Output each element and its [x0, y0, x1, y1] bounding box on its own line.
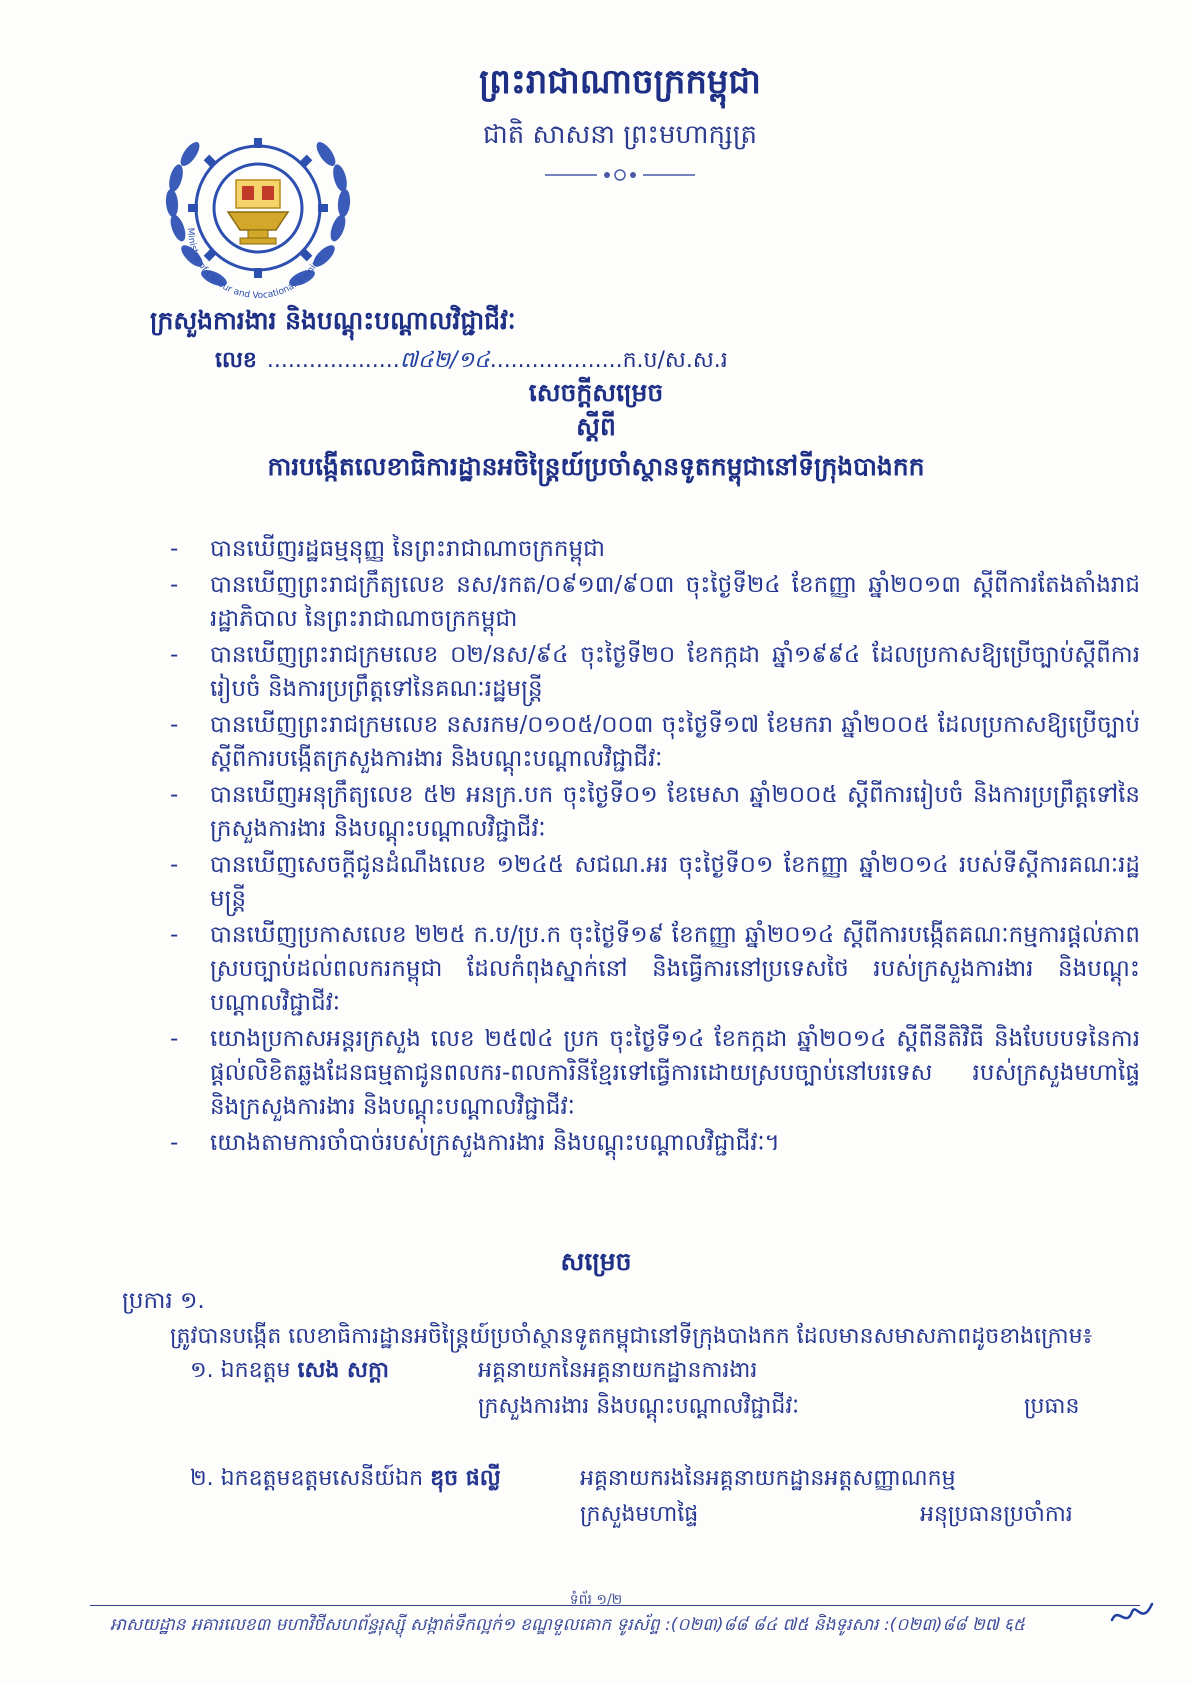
list-item	[170, 532, 1140, 566]
recital-text: បានឃើញព្រះរាជក្រមលេខ នសរកម/០១០៥/០០៣ ចុះថ្ងៃទី១៧ ខែមករា ឆ្នាំ២០០៥ ដែលប្រកាសឱ្យប្រើច្បាប់ស្តីពីការបង្កើតក្រសួងការងារ និងបណ្តុះបណ្តាលវិជ្ជាជីវៈ	[210, 712, 1140, 772]
seal-english-text: Ministry of Labour and Vocational Training	[184, 227, 325, 302]
member-role: ប្រធាន	[1024, 1394, 1080, 1419]
reference-dots: ...................	[489, 348, 623, 373]
dash-bullet: -	[170, 852, 179, 878]
member-name: ឌុច ផល្លី	[430, 1466, 501, 1491]
member-number: ២. ឯកឧត្តមឧត្តមសេនីយ៍ឯក	[190, 1466, 424, 1491]
dash-bullet: -	[170, 922, 179, 948]
page-number: ទំព័រ ១/២	[569, 1592, 623, 1608]
initial-signature-icon	[1108, 1598, 1156, 1634]
title-about: ស្តីពី	[576, 412, 616, 441]
kingdom-title: ព្រះរាជាណាចក្រកម្ពុជា	[479, 62, 761, 102]
list-item	[170, 708, 1140, 776]
document-subject: ការបង្កើតលេខាធិការដ្ឋានអចិន្ត្រៃយ៍ប្រចាំស្ថានទូតកម្ពុជានៅទីក្រុងបាងកក	[267, 452, 925, 481]
reference-dots: ...................	[266, 348, 400, 373]
member-position: អគ្គនាយកនៃអគ្គនាយកដ្ឋានការងារ	[478, 1358, 758, 1383]
recital-text: បានឃើញប្រកាសលេខ ២២៥ ក.ប/ប្រ.ក ចុះថ្ងៃទី១៩ ខែកញ្ញា ឆ្នាំ២០១៤ ស្តីពីការបង្កើតគណៈកម្មការផ្តល់ភាពស្របច្បាប់ដល់ពលករកម្ពុជា ដែលកំពុងស្នាក់នៅ និងធ្វើការនៅប្រទេសថៃ របស់ក្រសួងការងារ និងបណ្តុះបណ្តាលវិជ្ជាជីវៈ	[210, 922, 1140, 1016]
recital-text: បានឃើញព្រះរាជក្រឹត្យលេខ នស/រកត/០៩១៣/៩០៣ ចុះថ្ងៃទី២៤ ខែកញ្ញា ឆ្នាំ២០១៣ ស្តីពីការតែងតាំងរាជរដ្ឋាភិបាល នៃព្រះរាជាណាចក្រកម្ពុជា	[210, 572, 1140, 632]
decision-heading: សម្រេច	[560, 1247, 632, 1276]
dash-bullet: -	[170, 572, 179, 598]
reference-number	[215, 346, 728, 378]
list-item	[170, 918, 1140, 1020]
dash-bullet: -	[170, 642, 179, 668]
member-role: អនុប្រធានប្រចាំការ	[920, 1502, 1073, 1527]
national-motto: ជាតិ សាសនា ព្រះមហាក្សត្រ	[483, 120, 757, 150]
member-name: សេង សក្តា	[297, 1358, 389, 1383]
reference-label: លេខ	[215, 348, 257, 373]
article-text: ត្រូវបានបង្កើត លេខាធិការដ្ឋានអចិន្ត្រៃយ៍ប្រចាំស្ថានទូតកម្ពុជានៅទីក្រុងបាងកក ដែលមានសមាសភាពដូចខាងក្រោម៖	[170, 1324, 1093, 1349]
member-title	[190, 1356, 389, 1388]
document-type: សេចក្តីសម្រេច	[528, 378, 664, 407]
dash-bullet: -	[170, 1130, 179, 1156]
ministry-seal-icon	[148, 108, 368, 308]
recital-text: បានឃើញព្រះរាជក្រមលេខ ០២/នស/៩៤ ចុះថ្ងៃទី២០ ខែកក្កដា ឆ្នាំ១៩៩៤ ដែលប្រកាសឱ្យប្រើច្បាប់ស្តីពីការរៀបចំ និងការប្រព្រឹត្តទៅនៃគណៈរដ្ឋមន្ត្រី	[210, 642, 1140, 702]
recital-text: បានឃើញអនុក្រឹត្យលេខ ៥២ អនក្រ.បក ចុះថ្ងៃទី០១ ខែមេសា ឆ្នាំ២០០៥ ស្តីពីការរៀបចំ និងការប្រព្រឹត្តទៅនៃក្រសួងការងារ និងបណ្តុះបណ្តាលវិជ្ជាជីវៈ	[210, 782, 1140, 842]
member-position: អគ្គនាយករងនៃអគ្គនាយកដ្ឋានអត្តសញ្ញាណកម្ម	[580, 1466, 956, 1491]
recital-text: យោងប្រកាសអន្តរក្រសួង លេខ ២៥៧៤ ប្រក ចុះថ្ងៃទី១៤ ខែកក្កដា ឆ្នាំ២០១៤ ស្តីពីនីតិវិធី និងបែបបទនៃការផ្តល់លិខិតឆ្លងដែនធម្មតាជូនពលករ-ពលការិនីខ្មែរទៅធ្វើការដោយស្របច្បាប់នៅបរទេស របស់ក្រសួងមហាផ្ទៃ និងក្រសួងការងារ និងបណ្តុះបណ្តាលវិជ្ជាជីវៈ	[210, 1026, 1140, 1120]
member-position: ក្រសួងមហាផ្ទៃ	[580, 1502, 699, 1527]
list-item	[170, 1022, 1140, 1124]
recital-text: យោងតាមការចាំបាច់របស់ក្រសួងការងារ និងបណ្តុះបណ្តាលវិជ្ជាជីវៈ។	[210, 1130, 780, 1156]
dash-bullet: -	[170, 782, 179, 808]
dash-bullet: -	[170, 1026, 179, 1052]
ornament-divider-icon	[545, 168, 695, 182]
list-item	[170, 1126, 1140, 1160]
recital-text: បានឃើញសេចក្តីជូនដំណឹងលេខ ១២៤៥ សជណ.អរ ចុះថ្ងៃទី០១ ខែកញ្ញា ឆ្នាំ២០១៤ របស់ទីស្តីការគណៈរដ្ឋមន្ត្រី	[210, 852, 1140, 912]
article-label: ប្រការ ១.	[122, 1288, 205, 1314]
member-title	[190, 1464, 501, 1496]
member-position: ក្រសួងការងារ និងបណ្តុះបណ្តាលវិជ្ជាជីវៈ	[478, 1394, 800, 1419]
list-item	[170, 638, 1140, 706]
list-item	[170, 848, 1140, 916]
dash-bullet: -	[170, 712, 179, 738]
member-number: ១. ឯកឧត្តម	[190, 1358, 291, 1383]
footer-divider	[90, 1605, 1140, 1606]
footer-address: អាសយដ្ឋាន អគារលេខ៣ មហាវិថីសហព័ន្ធរុស្ស៊ី សង្កាត់ទឹកល្អក់១ ខណ្ឌទួលគោក ទូរស័ព្ទ :(០២៣)៨៨ ៨៤ ៧៥ និងទូរសារ :(០២៣)៨៨ ២៧ ६៥	[110, 1615, 1025, 1635]
recital-text: បានឃើញរដ្ឋធម្មនុញ្ញ នៃព្រះរាជាណាចក្រកម្ពុជា	[210, 536, 605, 562]
reference-suffix: ក.ប/ស.ស.រ	[622, 348, 728, 373]
recitals-list	[170, 532, 1140, 1162]
list-item	[170, 778, 1140, 846]
list-item	[170, 568, 1140, 636]
issuing-ministry: ក្រសួងការងារ និងបណ្តុះបណ្តាលវិជ្ជាជីវៈ	[150, 306, 516, 335]
reference-handwritten-number: ៧៤២/១៤	[399, 348, 490, 373]
dash-bullet: -	[170, 536, 179, 562]
